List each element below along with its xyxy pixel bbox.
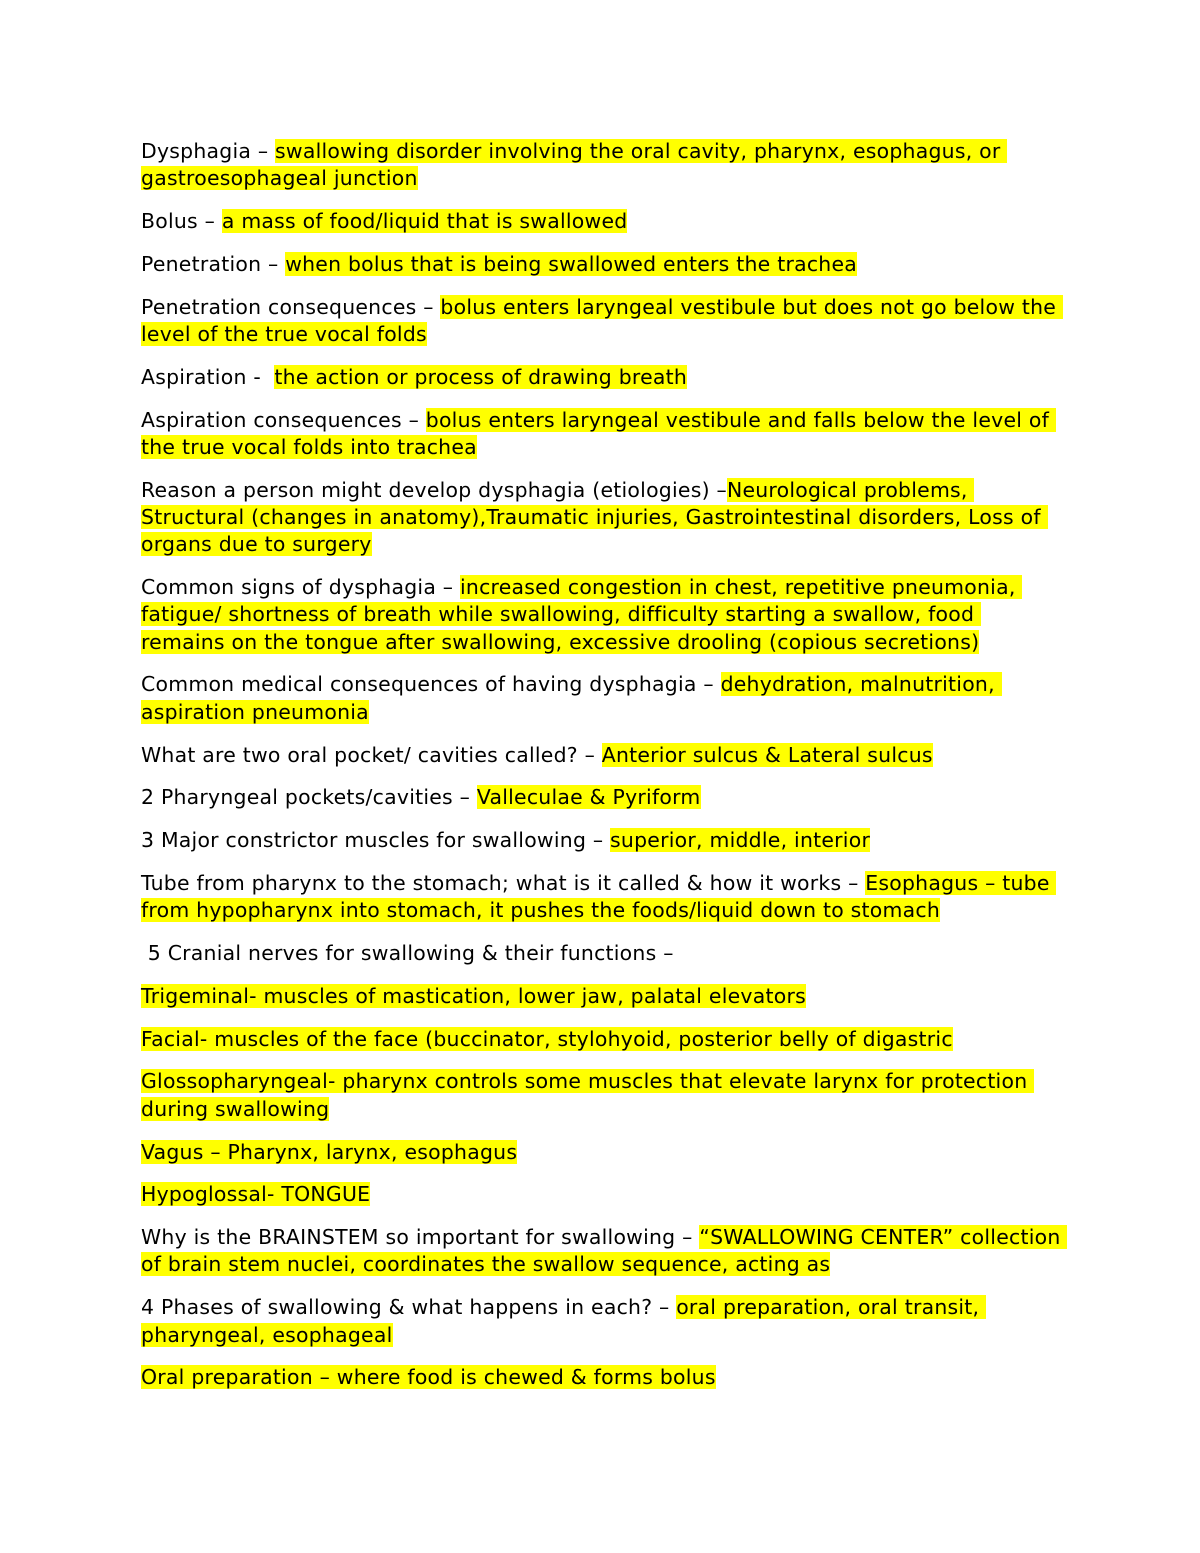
document-page [141,138,1068,1407]
highlighted-answer: dehydration, malnutrition, aspiration pneumonia [141,672,1002,724]
paragraph-glossopharyngeal [141,1068,1061,1123]
paragraph-aspiration-consequences [141,407,1061,462]
highlighted-answer: Trigeminal- muscles of mastication, lower jaw, palatal elevators [141,983,806,1008]
highlighted-answer: “SWALLOWING CENTER” collection of brain stem nuclei, coordinates the swallow sequence, acting as [141,1225,1068,1277]
highlighted-answer: swallowing disorder involving the oral cavity, pharynx, esophagus, or gastroesophageal junction [141,139,1008,191]
paragraph-penetration-consequences [141,294,1061,349]
term-text: Reason a person might develop dysphagia (etiologies) – [141,477,727,502]
term-text: Why is the BRAINSTEM so important for swallowing – [141,1225,700,1250]
paragraph-phases [141,1294,1061,1349]
highlighted-answer: a mass of food/liquid that is swallowed [221,209,628,234]
highlighted-answer: Glossopharyngeal- pharynx controls some muscles that elevate larynx for protection during swallowing [141,1069,1035,1121]
highlighted-answer: Anterior sulcus & Lateral sulcus [601,742,933,767]
highlighted-answer: Esophagus – tube from hypopharynx into stomach, it pushes the foods/liquid down to stomach [141,870,1057,923]
paragraph-medical-consequences [141,671,1061,726]
paragraph-esophagus [141,870,1061,925]
highlighted-answer: bolus enters laryngeal vestibule and falls below the level of the true vocal folds into trachea [141,407,1056,459]
highlighted-answer: oral preparation, oral transit, pharyngeal, esophageal [141,1295,986,1347]
paragraph-penetration [141,251,1061,278]
paragraph-common-signs [141,574,1061,656]
paragraph-etiologies [141,477,1061,559]
paragraph-dysphagia [141,138,1061,193]
paragraph-constrictor-muscles [141,827,1061,854]
highlighted-answer: superior, middle, interior [610,828,871,853]
highlighted-answer: Neurological problems, Structural (changes in anatomy),Traumatic injuries, Gastrointestinal disorders, Loss of organs due to surgery [141,477,1048,557]
highlighted-answer: Valleculae & Pyriform [476,785,701,810]
paragraph-cranial-nerves-heading [141,940,1061,967]
paragraph-hypoglossal [141,1181,1061,1208]
paragraph-trigeminal [141,983,1061,1010]
term-text: Aspiration - [141,364,275,389]
paragraph-facial [141,1026,1061,1053]
term-text: Common medical consequences of having dysphagia – [141,672,721,697]
term-text: 5 Cranial nerves for swallowing & their functions – [141,941,674,966]
highlighted-answer: the action or process of drawing breath [274,364,688,389]
term-text: 4 Phases of swallowing & what happens in each? – [141,1295,677,1320]
highlighted-answer: Hypoglossal- TONGUE [141,1182,371,1207]
term-text: Tube from pharynx to the stomach; what is it called & how it works – [141,870,866,895]
term-text: 3 Major constrictor muscles for swallowing – [141,828,611,853]
paragraph-brainstem [141,1224,1068,1279]
term-text: Penetration consequences – [141,294,441,319]
term-text: Dysphagia – [141,139,276,163]
paragraph-aspiration [141,364,1061,391]
term-text: What are two oral pocket/ cavities called? – [141,742,602,767]
term-text: Penetration – [141,251,286,276]
paragraph-bolus [141,208,1061,235]
highlighted-answer: when bolus that is being swallowed enters the trachea [285,251,857,276]
term-text: Bolus – [141,209,222,234]
paragraph-vagus [141,1139,1061,1166]
highlighted-answer: Vagus – Pharynx, larynx, esophagus [141,1139,518,1164]
paragraph-oral-pockets [141,742,1061,769]
highlighted-answer: Facial- muscles of the face (buccinator, stylohyoid, posterior belly of digastric [141,1026,953,1051]
term-text: Common signs of dysphagia – [141,575,460,600]
term-text: 2 Pharyngeal pockets/cavities – [141,785,477,810]
highlighted-answer: bolus enters laryngeal vestibule but does not go below the level of the true vocal folds [141,294,1063,346]
highlighted-answer: increased congestion in chest, repetitive pneumonia, fatigue/ shortness of breath while swallowing, difficulty starting a swallow, food remains on the tongue after swallowing, excessive drooling (copious secretions) [141,575,1023,654]
term-text: Aspiration consequences – [141,407,426,432]
paragraph-pharyngeal-pockets [141,784,1061,811]
highlighted-answer: Oral preparation – where food is chewed & forms bolus [141,1365,716,1390]
paragraph-oral-preparation [141,1364,1061,1391]
